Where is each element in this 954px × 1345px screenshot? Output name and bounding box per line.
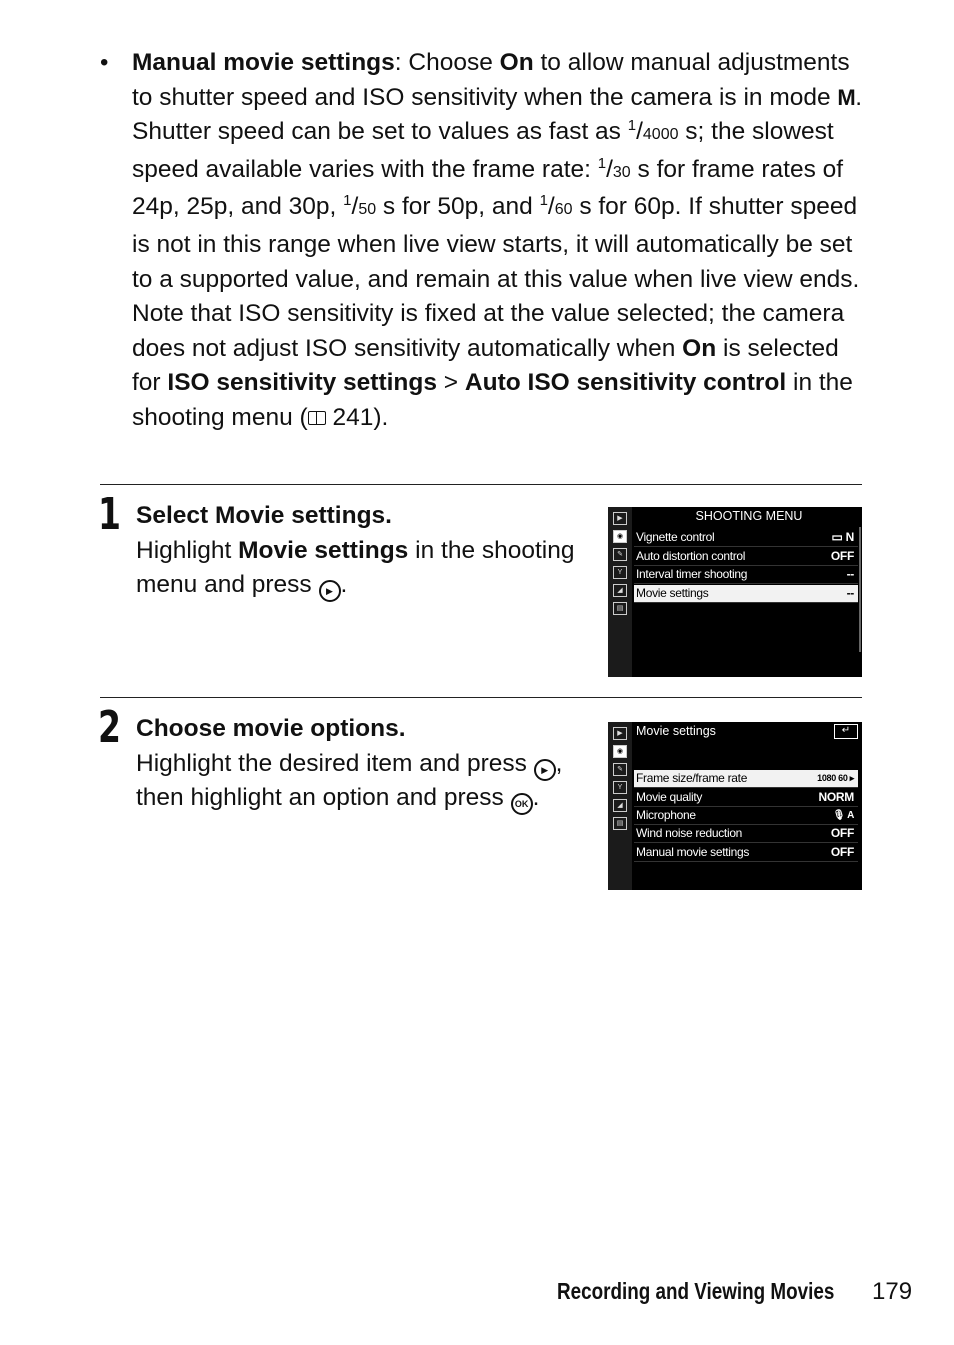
menu-row-selected[interactable] xyxy=(634,770,858,788)
menu-tabs xyxy=(608,722,632,890)
fraction-num: 1 xyxy=(597,154,607,172)
text-run: s for 60p. If shutter speed is not in this range when live view starts, it will automatically be set to a supported value, and remain at this value when live view ends. Note that ISO sensitivity is fixed at the value selected; the camera does not adjust ISO sensitivity automatically when xyxy=(132,193,860,362)
bullet-text: Manual movie settings: Choose On to allow manual adjustments to shutter speed and ISO sensitivity when the camera is in mode M. Shutter speed can be set to values as fast as $^1$/4000 s; the slowest speed available varies with the frame rate: $^1$/30 s for frame rates of 24p, 25p, and 30p, $^1$/50 s for 50p, and $^1$/60 s for 60p. If shutter speed is not in this range when live view starts, it will automatically be set to a supported value, and remain at this value when live view ends. Note that ISO sensitivity is fixed at the value selected; the camera does not adjust ISO sensitivity automatically when On is selected for ISO sensitivity settings > Auto ISO sensitivity control in the shooting menu ( 241). xyxy=(132,49,863,431)
step2-heading: Choose movie options. xyxy=(136,715,406,742)
back-icon[interactable]: ↵ xyxy=(834,724,858,739)
ok-button-icon: OK xyxy=(511,793,533,815)
camera-tab-icon[interactable]: ◉ xyxy=(613,745,627,758)
text-run: to allow manual adjustments to shutter speed and ISO sensitivity when the camera is in mode xyxy=(132,49,850,111)
page-number: 179 xyxy=(872,1278,913,1305)
menu-iso-sensitivity: ISO sensitivity settings xyxy=(167,369,437,397)
playback-tab-icon[interactable]: ▶ xyxy=(613,727,627,740)
step-number: 2 xyxy=(98,702,121,753)
my-menu-tab-icon[interactable]: ▤ xyxy=(613,602,627,615)
step-number: 1 xyxy=(98,489,121,540)
menu-row[interactable] xyxy=(634,789,858,807)
divider xyxy=(100,484,862,485)
row-value: OFF xyxy=(830,826,854,840)
text-run: . Shutter speed can be set to values as fast as xyxy=(132,83,863,146)
row-label: Wind noise reduction xyxy=(636,826,743,840)
fraction-num: 1 xyxy=(539,192,548,210)
text-run: . xyxy=(340,571,348,599)
retouch-tab-icon[interactable]: ◢ xyxy=(613,799,627,812)
row-label: Vignette control xyxy=(636,530,715,544)
movie-settings-screen xyxy=(608,722,862,890)
menu-row[interactable] xyxy=(634,529,858,547)
row-label: Auto distortion control xyxy=(636,549,746,563)
text-run: s for 50p, and xyxy=(376,193,540,221)
pencil-tab-icon[interactable]: ✎ xyxy=(613,763,627,776)
row-label: Microphone xyxy=(636,808,696,822)
text-run: Highlight xyxy=(136,536,239,564)
camera-tab-icon[interactable]: ◉ xyxy=(613,530,627,543)
row-label: Frame size/frame rate xyxy=(636,771,748,785)
my-menu-tab-icon[interactable]: ▤ xyxy=(613,817,627,830)
row-label: Movie settings xyxy=(636,586,709,600)
menu-row[interactable] xyxy=(634,566,858,584)
screen-title: SHOOTING MENU xyxy=(695,509,803,523)
pencil-tab-icon[interactable]: ✎ xyxy=(613,548,627,561)
manual-movie-settings-bullet xyxy=(100,46,870,436)
text-run: . xyxy=(532,784,540,812)
menu-row-selected[interactable] xyxy=(634,585,858,603)
multi-selector-right-icon xyxy=(534,759,556,781)
row-value: -- xyxy=(846,586,854,600)
row-value: OFF xyxy=(830,845,854,859)
text-run: > xyxy=(437,369,465,397)
text-run: : Choose xyxy=(394,49,500,76)
step2-text xyxy=(136,712,586,816)
retouch-tab-icon[interactable]: ◢ xyxy=(613,584,627,597)
text-run: is selected for xyxy=(132,334,839,397)
text-run: s for frame rates of 24p, 25p, and 30p, xyxy=(132,155,844,221)
row-label: Interval timer shooting xyxy=(636,567,748,581)
menu-auto-iso: Auto ISO sensitivity control xyxy=(464,369,787,397)
fraction-den: 30 xyxy=(612,163,631,181)
row-value: NORM xyxy=(818,790,854,804)
bullet-dot: • xyxy=(100,49,109,76)
step2-body xyxy=(136,747,586,816)
step1-body xyxy=(136,534,586,603)
fraction-den: 50 xyxy=(358,201,377,219)
menu-row[interactable] xyxy=(634,844,858,862)
menu-row[interactable] xyxy=(634,825,858,843)
fraction-den: 4000 xyxy=(642,126,679,144)
text-run: s; the slowest speed available varies with the frame rate: xyxy=(132,118,834,183)
heading-pre: Select xyxy=(136,502,215,529)
playback-tab-icon[interactable]: ▶ xyxy=(613,512,627,525)
row-value: 1080 60 ▸ xyxy=(817,773,854,783)
row-label: Manual movie settings xyxy=(636,845,750,859)
text-run: in the shooting menu ( xyxy=(132,369,853,431)
step1-heading xyxy=(136,499,586,534)
wrench-tab-icon[interactable]: Y xyxy=(613,566,627,579)
fraction-num: 1 xyxy=(343,192,352,210)
text-run: in the shooting menu and press xyxy=(136,536,575,599)
text-run: Highlight the desired item and press xyxy=(136,749,534,777)
menu-movie-settings: Movie settings xyxy=(238,536,409,564)
scrollbar[interactable] xyxy=(859,527,861,652)
divider xyxy=(100,697,862,698)
menu-row[interactable] xyxy=(634,548,858,566)
row-value: ▭ N xyxy=(831,530,854,544)
option-on: On xyxy=(682,334,717,362)
multi-selector-right-icon xyxy=(319,580,341,602)
row-value: 🎙 A xyxy=(832,810,854,821)
menu-tabs xyxy=(608,507,632,677)
row-value: OFF xyxy=(830,549,854,563)
wrench-tab-icon[interactable]: Y xyxy=(613,781,627,794)
text-run: ). xyxy=(373,403,389,431)
row-label: Movie quality xyxy=(636,790,703,804)
term: Manual movie settings xyxy=(132,49,395,76)
screen-title: Movie settings xyxy=(636,724,716,738)
fraction-den: 60 xyxy=(554,201,573,219)
menu-row[interactable] xyxy=(634,807,858,825)
row-value: -- xyxy=(846,567,854,581)
mode-m: M xyxy=(837,84,856,110)
option-on: On xyxy=(499,49,534,76)
section-title: Recording and Viewing Movies xyxy=(557,1278,835,1304)
book-icon xyxy=(308,411,326,425)
shooting-menu-screen xyxy=(608,507,862,677)
fraction-num: 1 xyxy=(627,117,637,135)
text-run: , then highlight an option and press xyxy=(136,749,563,812)
step1-text xyxy=(136,499,586,603)
page-ref[interactable]: 241 xyxy=(325,403,374,431)
heading-bold: Movie settings. xyxy=(215,502,392,529)
